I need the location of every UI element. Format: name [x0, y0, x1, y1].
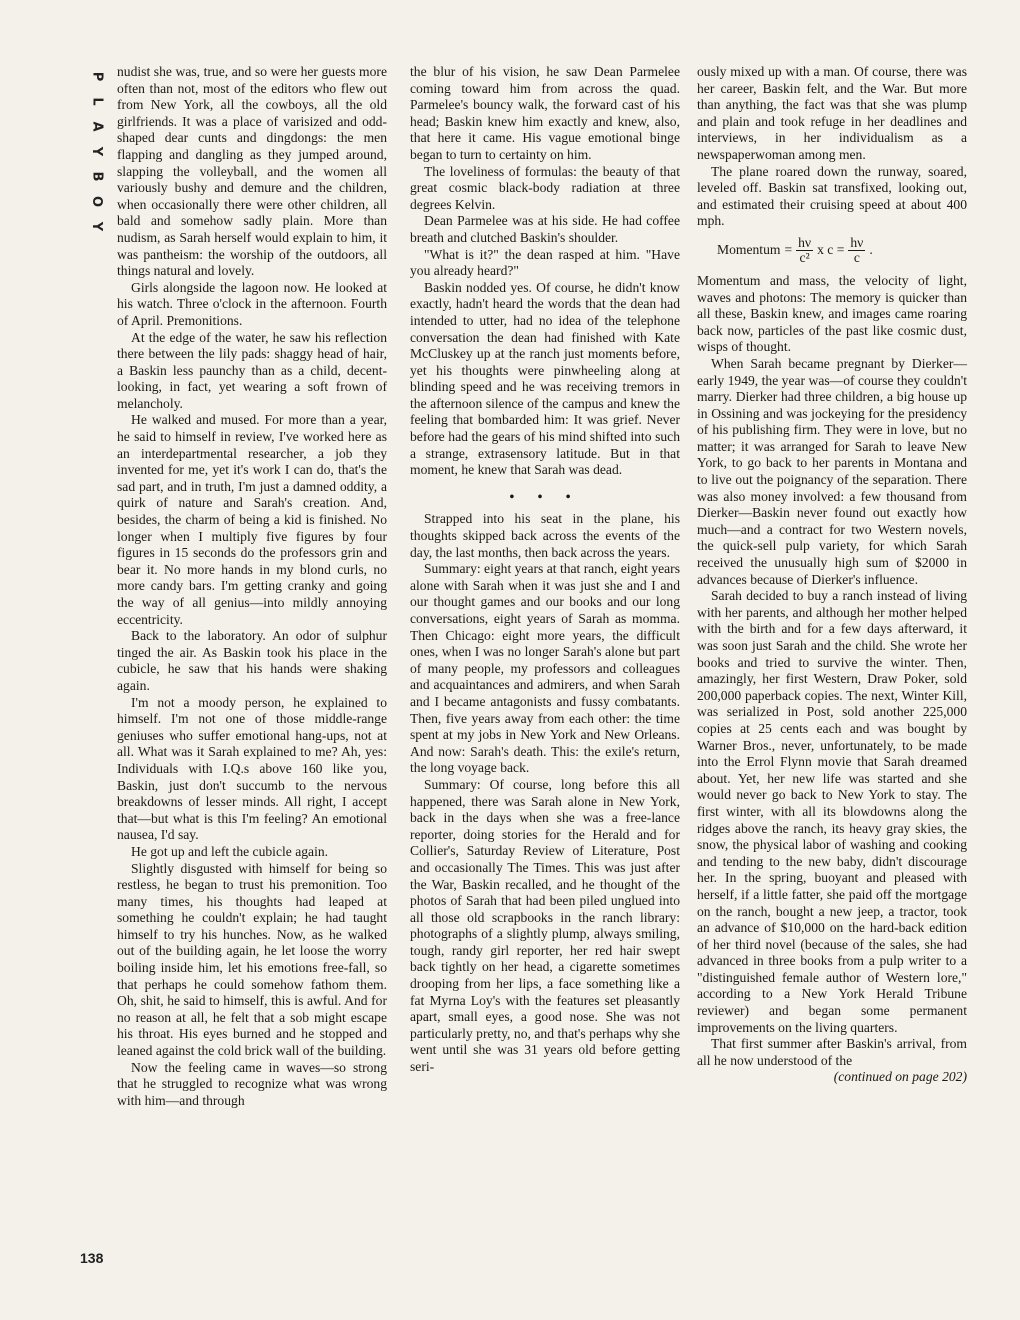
paragraph: the blur of his vision, he saw Dean Parmelee coming toward him from across the quad. Parmelee's bouncy walk, the forward cast of his head; Baskin knew him exactly and knew, also, that here it came. His vague emotional binge began to turn to certainty on him.	[410, 64, 680, 162]
paragraph: Now the feeling came in waves—so strong that he struggled to recognize what was wrong with him—and through	[117, 1059, 387, 1108]
paragraph: At the edge of the water, he saw his reflection there between the lily pads: shaggy head of hair, a Baskin less paunchy than as a child, decent-looking, in fact, yet wearing a soft frown of melancholy.	[117, 329, 387, 411]
column-1	[117, 64, 387, 1109]
sidebar-letter: O	[89, 195, 105, 208]
paragraph: When Sarah became pregnant by Dierker—early 1949, the year was—of course they couldn't marry. Dierker had three children, a big house up in Ossining and was jockeying for the presidency of his publishing firm. They were in love, but no matter; it was arranged for Sarah to leave New York, to go back to her parents in Montana and to live out the poignancy of the separation. There was also money involved: a few thousand from Dierker—Baskin never found out exactly how much—and a contract for two Western novels, the quick-sell pulp variety, for which Sarah received the unusually high sum of $2000 in advances because of Dierker's influence.	[697, 355, 967, 587]
fraction-numerator: hν	[850, 234, 864, 250]
momentum-formula	[697, 236, 967, 265]
sidebar-letter: Y	[89, 146, 105, 157]
paragraph: "What is it?" the dean rasped at him. "Have you already heard?"	[410, 246, 680, 279]
sidebar-letter: Y	[89, 221, 105, 232]
fraction-denominator: c²	[799, 249, 810, 265]
page-number: 138	[80, 1250, 104, 1266]
fraction-denominator: c	[853, 249, 860, 265]
paragraph: That first summer after Baskin's arrival, from all he now understood of the	[697, 1036, 967, 1068]
paragraph: Girls alongside the lagoon now. He looked at his watch. Three o'clock in the afternoon. Fourth of April. Premonitions.	[117, 279, 387, 328]
paragraph: He got up and left the cubicle again.	[131, 843, 329, 859]
continued-note: (continued on page 202)	[833, 1069, 967, 1085]
paragraph: ously mixed up with a man. Of course, there was her career, Baskin felt, and the War. But more than anything, the fact was that she was plump and plain and took refuge in her deadlines and interviews, in her individualism as a newspaperwoman among men.	[697, 64, 967, 162]
sidebar-letter: A	[89, 121, 105, 132]
sidebar-letter: L	[89, 97, 105, 106]
formula-label: Momentum	[717, 242, 781, 258]
paragraph: nudist she was, true, and so were her guests more often than not, most of the editors who flew out from New York, all the cowboys, all the old girlfriends. It was a place of varisized and odd-shaped dear cunts and dingdongs: the men flapping and dangling as they jumped around, slapping the volleyball, and the women all variously bushy and demure and the children, when occasionally there were other children, all bald and somehow sadly plain. More than nudism, as Sarah herself would explain to him, it was pantheism: the worship of the outdoors, all things natural and lovely.	[117, 64, 387, 279]
column-2	[410, 64, 680, 1076]
paragraph: Sarah decided to buy a ranch instead of living with her parents, and although her mother helped with the birth and for a few days afterward, it was soon just Sarah and the child. She wrote her books and tried to survive the winter. Then, amazingly, her first Western, Draw Poker, sold 200,000 paperback copies. The next, Winter Kill, was serialized in Post, sold another 225,000 copies at 25 cents each and was bought by Warner Bros., never, unfortunately, to be made into the Errol Flynn movie that Sarah dreamed about. Yet, her new life was started and she would never go back to New York to stay. The first winter, with all its blowdowns along the ridges above the ranch, its heavy gray skies, the snow, the physical labor of washing and cooking and tending to the new baby, didn't discourage her. In the spring, buoyant and pleased with herself, if a little fatter, she paid off the mortgage on the ranch, bought a new jeep, a tractor, took an advance of $10,000 on the hard-back edition of her third novel (because of the sales, she had advanced in three books from a pulp writer to a "distinguished female author of Western lore," according to a New York Herald Tribune reviewer) and began some permanent improvements on the living quarters.	[697, 588, 967, 1035]
formula-equals: =	[784, 242, 793, 258]
section-separator: • • •	[509, 488, 581, 504]
paragraph: Slightly disgusted with himself for being so restless, he began to trust his premonition. Too many times, his thoughts had leaped at something he couldn't explain; he had taught himself to try his hunches. Now, as he walked out of the building again, he let loose the worry boiling inside him, let his emotions free-fall, so that perhaps he could somehow fathom them. Oh, shit, he said to himself, this is awful. And for no reason at all, he felt that a sob might escape his throat. His eyes burned and he stopped and leaned against the cold brick wall of the building.	[117, 860, 387, 1059]
fraction-1	[796, 236, 813, 265]
fraction-2	[848, 236, 865, 265]
sidebar-letter: P	[89, 71, 105, 82]
paragraph: Momentum and mass, the velocity of light, waves and photons: The memory is quicker than all these, Baskin knew, and images came roaring back now, particles of the past like cosmic dust, wisps of thought.	[697, 272, 967, 355]
sidebar-letter: B	[89, 171, 105, 182]
paragraph: Back to the laboratory. An odor of sulphur tinged the air. As Baskin took his place in the cubicle, he saw that his hands were shaking again.	[117, 628, 387, 693]
column-3	[697, 64, 967, 1086]
paragraph: The plane roared down the runway, soared, leveled off. Baskin sat transfixed, looking out, and estimated their cruising speed at about 400 mph.	[697, 163, 967, 229]
formula-times: x c =	[817, 242, 845, 258]
paragraph: Summary: eight years at that ranch, eight years alone with Sarah when it was just she and I and our thought games and our books and our long conversations, eight years of Sarah as momma. Then Chicago: eight more years, the difficult ones, when I was no longer Sarah's alone but part of many people, my professors and colleagues and acquaintances and admirers, and when Sarah and I became antagonists and fussy combatants. Then, five years away from each other: the time spent at my jobs in New York and New Orleans. And now: Sarah's death. This: the exile's return, the long voyage back.	[410, 561, 680, 776]
paragraph: I'm not a moody person, he explained to himself. I'm not one of those middle-range geniuses who suffer emotional hang-ups, not at all. What was it Sarah explained to me? Ah, yes: Individuals with I.Q.s above 160 like you, Baskin, just don't succumb to the nervous breakdowns of lesser minds. All right, I accept that—but what is this I'm feeling? An emotional nausea, I'd say.	[117, 694, 387, 843]
paragraph: He walked and mused. For more than a year, he said to himself in review, I've worked here as an interdepartmental researcher, a job they invented for me, yet it's work I can do, that's the sad part, and in truth, I'm just a damned oddity, a quirk of nature and Sarah's creation. And, besides, the charm of being a kid is finished. No longer when I multiply five figures by four figures in 15 seconds do the professors grin and bear it. No more hands in my blond curls, no more candy bars. I'm getting cranky and going the way of all genius—into mildly annoying eccentricity.	[117, 412, 387, 627]
fraction-numerator: hν	[798, 234, 812, 250]
paragraph: Summary: Of course, long before this all happened, there was Sarah alone in New York, back in the days when she was a free-lance reporter, doing stories for the Herald and for Collier's, Saturday Review of Literature, Post and occasionally The Times. This was just after the War, Baskin recalled, and he thought of the photos of Sarah that had been piled unglued into all those old scrapbooks in the ranch library: photographs of a slightly plump, always smiling, tough, randy girl reporter, her red hair swept back tightly on her head, a cigarette sometimes drooping from her lips, a face something like a fat Myrna Loy's with the features set pleasantly apart, small eyes, a good nose. She was not particularly pretty, no, and that's perhaps why she went until she was 31 years old before getting seri-	[410, 776, 680, 1075]
paragraph: Dean Parmelee was at his side. He had coffee breath and clutched Baskin's shoulder.	[410, 213, 680, 245]
formula-end: .	[869, 242, 873, 258]
paragraph: The loveliness of formulas: the beauty of that great cosmic black-body radiation at three degrees Kelvin.	[410, 163, 680, 212]
paragraph: Baskin nodded yes. Of course, he didn't know exactly, hadn't heard the words that the dean had intended to utter, had no idea of the telephone conversation the dean had finished with Kate McCluskey up at the ranch just moments before, yet his thoughts were pinwheeling along at blinding speed and he was receiving tremors in the afternoon silence of the campus and knew the feeling that bombarded him: It was grief. Never before had the gears of his mind shifted into such a strange, extrasensory latitude. But in that moment, he knew that Sarah was dead.	[410, 279, 680, 478]
paragraph: Strapped into his seat in the plane, his thoughts skipped back across the events of the day, the last months, then back across the years.	[410, 511, 680, 560]
magazine-sidebar	[84, 64, 106, 239]
